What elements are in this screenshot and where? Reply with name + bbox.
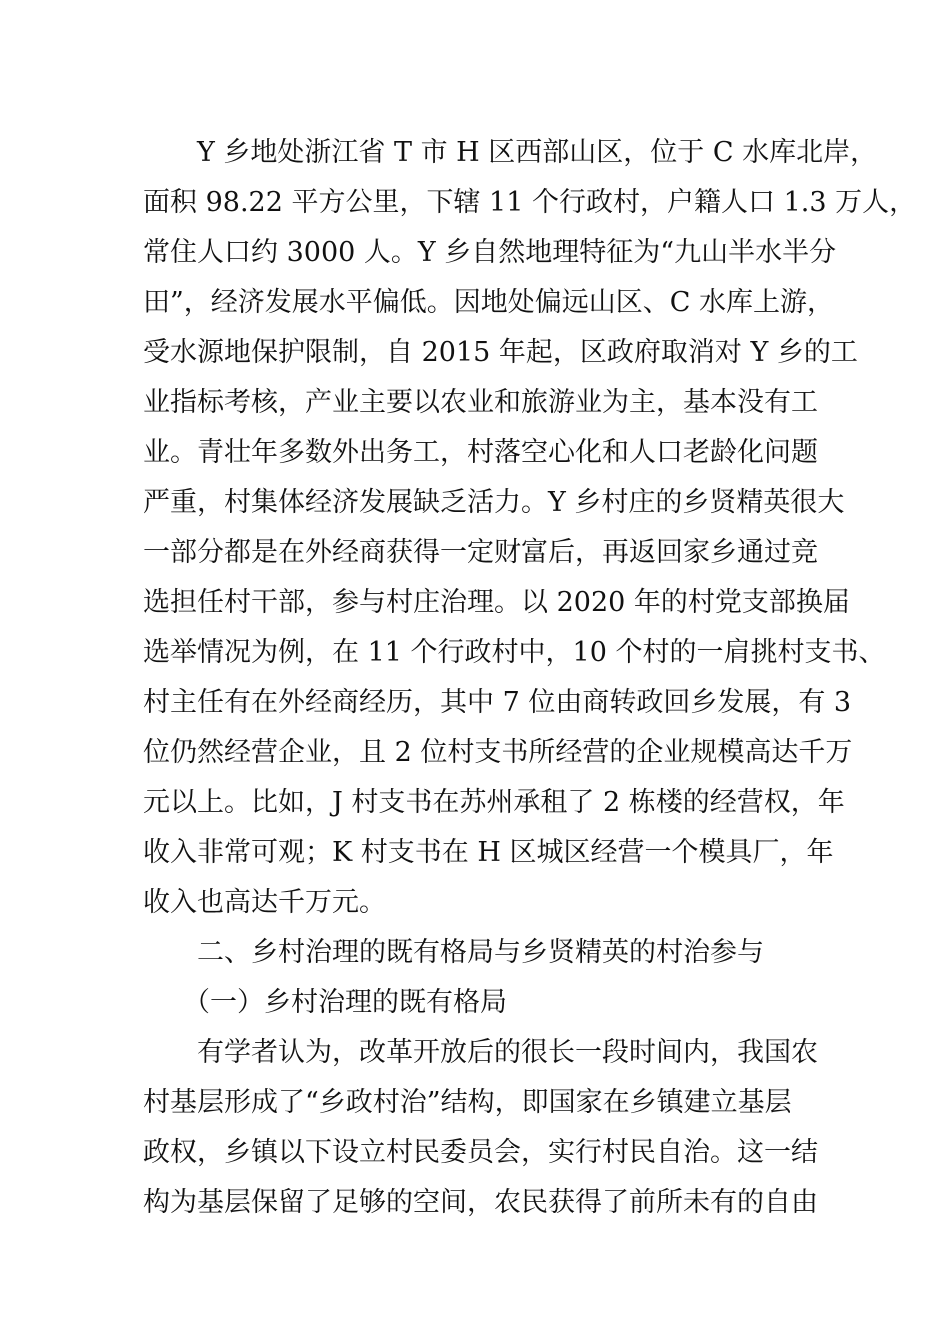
paragraph-line: 田”，经济发展水平偏低。因地处偏远山区、C 水库上游， — [143, 287, 835, 318]
paragraph-line: 业。青壮年多数外出务工，村落空心化和人口老龄化问题 — [143, 437, 818, 468]
paragraph-line: 村基层形成了“乡政村治”结构，即国家在乡镇建立基层 — [143, 1087, 792, 1118]
paragraph-line: 选举情况为例，在 11 个行政村中，10 个村的一肩挑村支书、 — [143, 637, 886, 668]
paragraph-line: 一部分都是在外经商获得一定财富后，再返回家乡通过竞 — [143, 537, 818, 568]
paragraph-line: Y 乡地处浙江省 T 市 H 区西部山区，位于 C 水库北岸， — [197, 137, 878, 168]
subsection-heading: （一）乡村治理的既有格局 — [183, 987, 507, 1018]
paragraph-line: 有学者认为，改革开放后的很长一段时间内，我国农 — [197, 1037, 818, 1068]
document-body — [143, 128, 917, 1228]
paragraph-line: 构为基层保留了足够的空间，农民获得了前所未有的自由 — [143, 1187, 818, 1218]
paragraph-line: 位仍然经营企业，且 2 位村支书所经营的企业规模高达千万 — [143, 737, 853, 768]
section-heading: 二、乡村治理的既有格局与乡贤精英的村治参与 — [197, 937, 764, 968]
paragraph-line: 政权，乡镇以下设立村民委员会，实行村民自治。这一结 — [143, 1137, 818, 1168]
paragraph-line: 受水源地保护限制，自 2015 年起，区政府取消对 Y 乡的工 — [143, 337, 858, 368]
paragraph-line: 村主任有在外经商经历，其中 7 位由商转政回乡发展，有 3 — [143, 687, 852, 718]
paragraph-line: 收入非常可观；K 村支书在 H 区城区经营一个模具厂，年 — [143, 837, 834, 868]
paragraph-line: 元以上。比如，J 村支书在苏州承租了 2 栋楼的经营权，年 — [143, 787, 845, 818]
paragraph-line: 常住人口约 3000 人。Y 乡自然地理特征为“九山半水半分 — [143, 237, 837, 268]
paragraph-line: 严重，村集体经济发展缺乏活力。Y 乡村庄的乡贤精英很大 — [143, 487, 845, 518]
paragraph-line: 收入也高达千万元。 — [143, 887, 386, 918]
paragraph-line: 业指标考核，产业主要以农业和旅游业为主，基本没有工 — [143, 387, 818, 418]
paragraph-line: 选担任村干部，参与村庄治理。以 2020 年的村党支部换届 — [143, 587, 850, 618]
paragraph-line: 面积 98.22 平方公里，下辖 11 个行政村，户籍人口 1.3 万人， — [143, 187, 917, 218]
